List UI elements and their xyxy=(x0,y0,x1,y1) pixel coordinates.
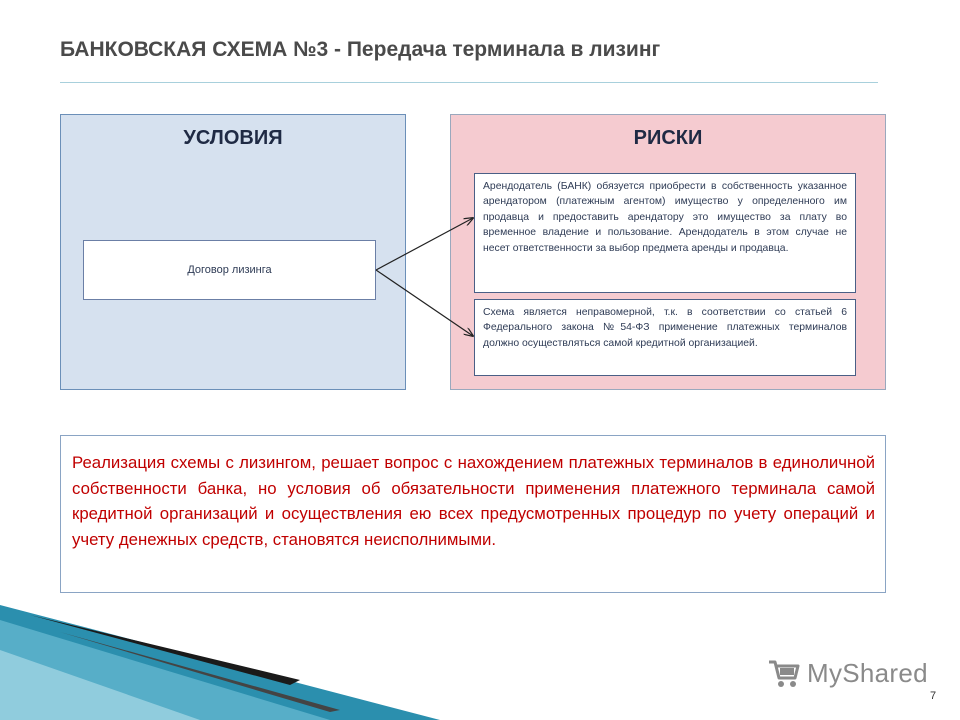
risk-box-illegal: Схема является неправомерной, т.к. в соответствии со статьей 6 Федерального закона №54-ФЗ применение платежных терминалов должно осуществляться самой кредитной организацией. xyxy=(474,299,856,376)
watermark-text: MyShared xyxy=(807,657,928,688)
decorative-stripes xyxy=(0,560,460,720)
conditions-heading: УСЛОВИЯ xyxy=(183,127,283,149)
watermark-logo xyxy=(767,656,928,690)
arrow-to-risk-1 xyxy=(376,218,473,270)
contract-label: Договор лизинга xyxy=(187,264,272,276)
risk-box-lessor: Арендодатель (БАНК) обязуется приобрести в собственность указанное арендатором (платежным агентом) имущество у определенного им продавца и предоставить арендатору это имущество за плату во временное владение и пользование. Арендодатель в этом случае не несет ответственности за выбор предмета аренды и продавца. xyxy=(474,173,856,293)
summary-text: Реализация схемы с лизингом, решает вопрос с нахождением платежных терминалов в единоличной собственности банка, но условия об обязательности применения платежного терминала самой кредитной организаций и осуществления ею всех предусмотренных процедур по учету операций и учету денежных средств, становятся неисполнимыми. xyxy=(72,453,875,549)
arrow-to-risk-2 xyxy=(376,270,473,336)
page-number: 7 xyxy=(930,690,937,702)
shopping-cart-icon xyxy=(767,656,801,690)
slide-title: БАНКОВСКАЯ СХЕМА №3 - Передача терминала в лизинг xyxy=(60,38,661,61)
risks-heading: РИСКИ xyxy=(633,127,703,149)
